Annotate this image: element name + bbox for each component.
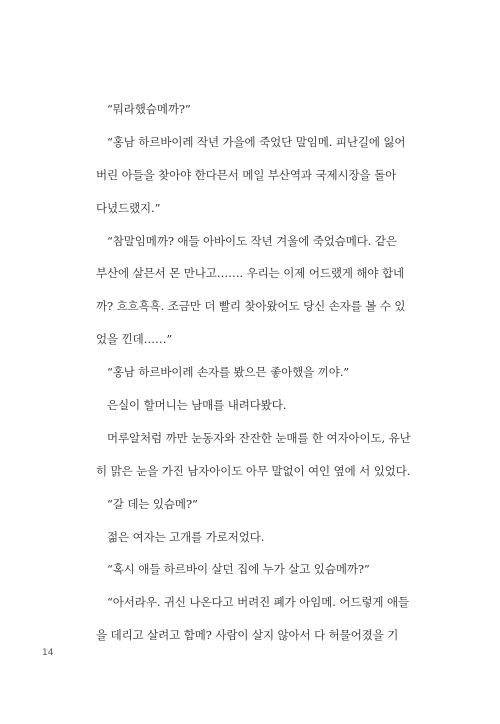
body-text — [96, 100, 411, 659]
text-line: 까? 흐흐흑흑. 조금만 더 빨리 찾아왔어도 당신 손자를 볼 수 있 — [96, 299, 406, 314]
page-number: 14 — [42, 648, 54, 658]
text-line: 을 데리고 살려고 함메? 사람이 살지 않아서 다 허물어졌을 기 — [96, 628, 399, 643]
text-line: 머루알처럼 까만 눈동자와 잔잔한 눈매를 한 여자아이도, 유난 — [107, 430, 411, 445]
text-line: “아서라우. 귀신 나온다고 버려진 폐가 아임메. 어드렇게 애들 — [107, 595, 409, 610]
text-line: 은실이 할머니는 남매를 내려다봤다. — [107, 398, 287, 413]
text-line: 히 맑은 눈을 가진 남자아이도 아무 말없이 여인 옆에 서 있었다. — [96, 463, 411, 478]
text-line: “혹시 애들 하르바이 살던 집에 누가 살고 있슴메까?” — [107, 562, 370, 577]
text-line: 부산에 살믄서 몬 만나고……. 우리는 이제 어드랬게 해야 합네 — [96, 266, 405, 281]
text-line: 버린 아들을 찾아야 한다믄서 메일 부산역과 국제시장을 돌아 — [96, 167, 397, 182]
text-line: 젊은 여자는 고개를 가로저었다. — [107, 529, 265, 544]
text-line: 다녔드랬지.” — [96, 200, 161, 215]
text-line: “뭐라했슴메까?” — [107, 102, 191, 116]
text-line: “홍남 하르바이레 작년 가을에 죽었단 말임메. 피난길에 잃어 — [107, 134, 406, 149]
text-line: “홍남 하르바이레 손자를 봤으믄 좋아했을 끼야.” — [107, 365, 350, 380]
text-line: 었을 낀데……” — [96, 332, 173, 347]
text-line: “참말임메까? 애들 아바이도 작년 겨울에 죽었슴메다. 같은 — [107, 233, 397, 248]
text-line: “갈 데는 있슴메?” — [107, 496, 198, 511]
